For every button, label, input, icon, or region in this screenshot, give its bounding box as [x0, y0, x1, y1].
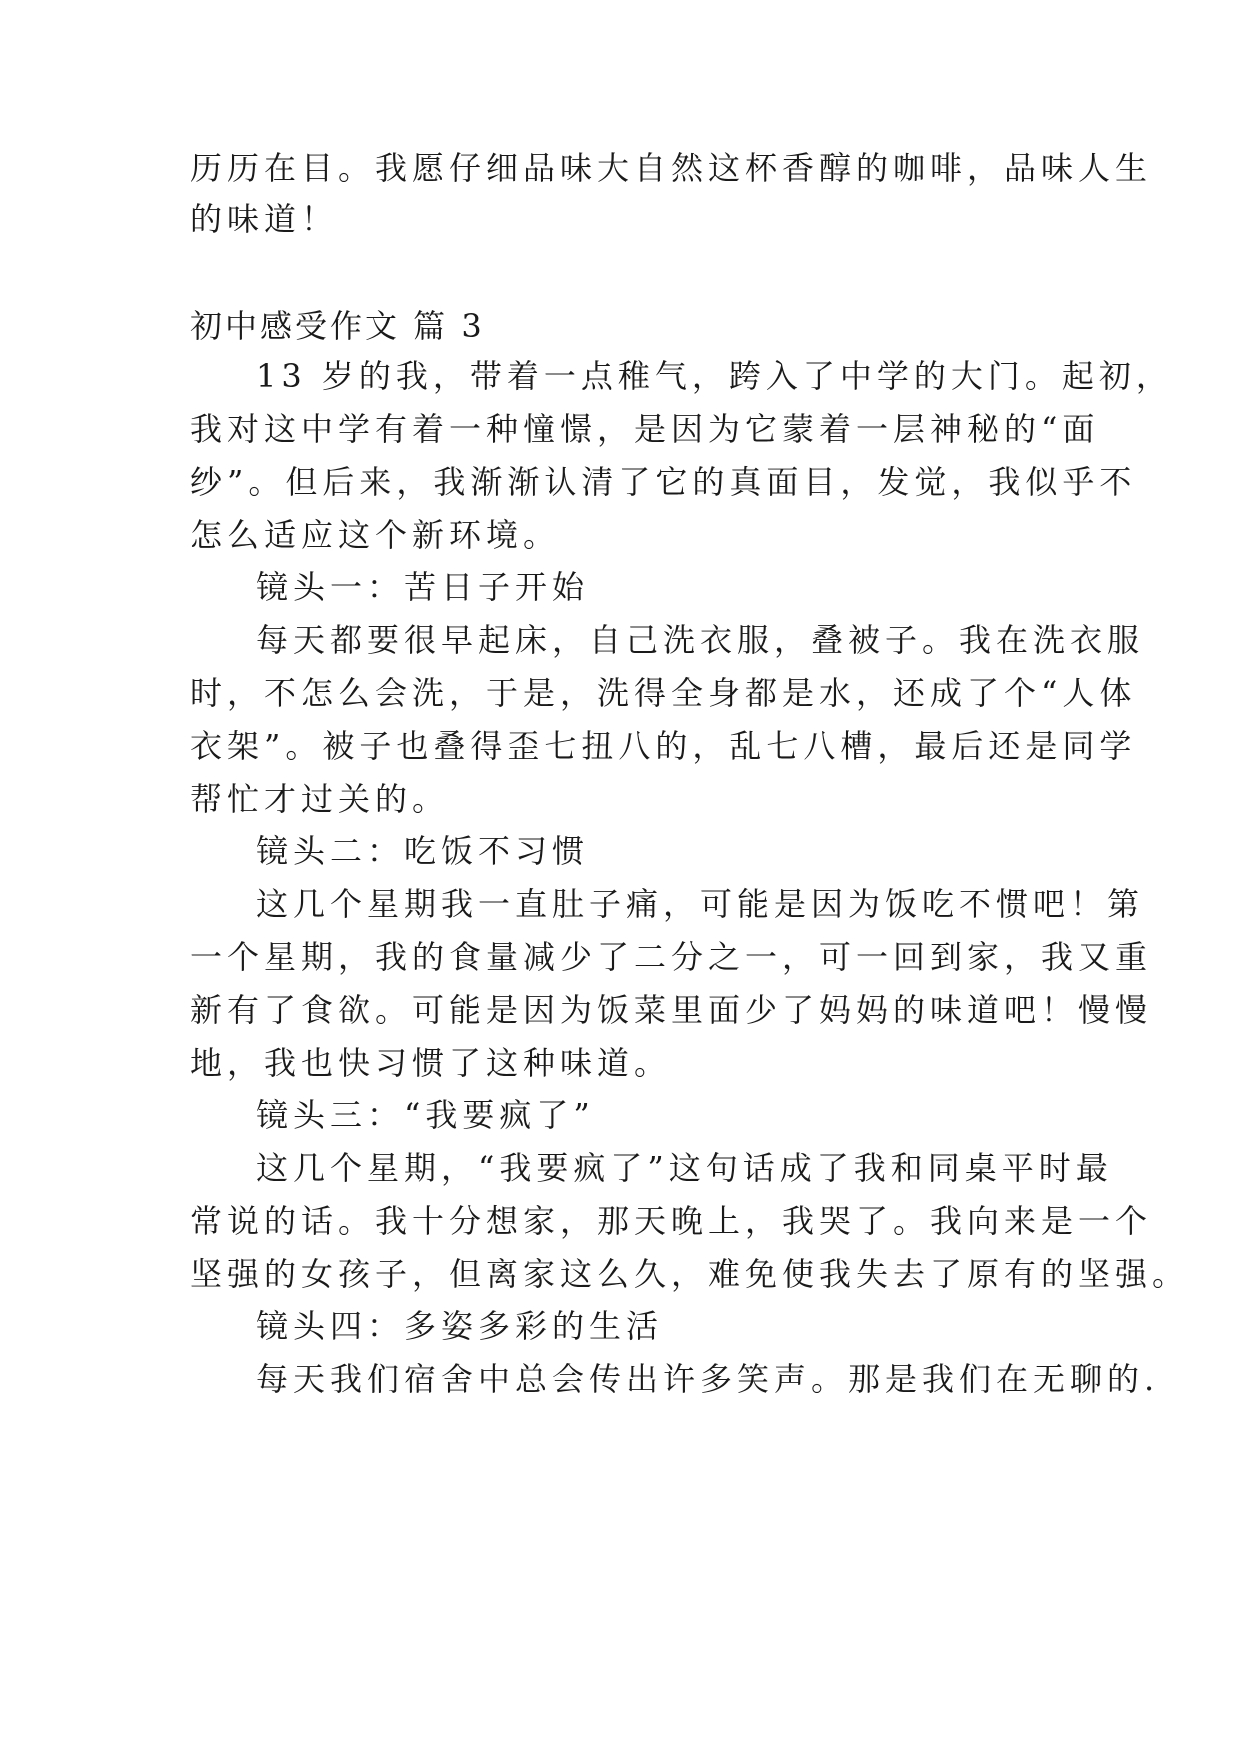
text-line: 帮忙才过关的。 [190, 780, 450, 818]
text-line: 衣架”。被子也叠得歪七扭八的，乱七八槽，最后还是同学 [190, 727, 1137, 765]
section-title: 初中感受作文 篇 3 [190, 307, 485, 345]
text-line: 这几个星期，“我要疯了”这句话成了我和同桌平时最 [256, 1149, 1113, 1187]
text-line: 我对这中学有着一种憧憬，是因为它蒙着一层神秘的“面 [190, 410, 1100, 448]
text-line: 新有了食欲。可能是因为饭菜里面少了妈妈的味道吧！慢慢 [190, 991, 1153, 1029]
text-line: 每天都要很早起床，自己洗衣服，叠被子。我在洗衣服 [256, 621, 1145, 659]
text-line: 的味道！ [190, 200, 339, 238]
text-line: 每天我们宿舍中总会传出许多笑声。那是我们在无聊的. [256, 1360, 1160, 1398]
text-line: 这几个星期我一直肚子痛，可能是因为饭吃不惯吧！第 [256, 885, 1145, 923]
scene-title: 镜头一：苦日子开始 [256, 568, 590, 606]
text-line: 13 岁的我，带着一点稚气，跨入了中学的大门。起初， [256, 357, 1173, 395]
scene-title: 镜头三：“我要疯了” [256, 1096, 595, 1134]
text-line: 纱”。但后来，我渐渐认清了它的真面目，发觉，我似乎不 [190, 463, 1137, 501]
scene-title: 镜头四：多姿多彩的生活 [256, 1307, 664, 1345]
text-line: 怎么适应这个新环境。 [190, 516, 561, 554]
scene-title: 镜头二：吃饭不习惯 [256, 832, 590, 870]
text-line: 地，我也快习惯了这种味道。 [190, 1044, 672, 1082]
text-line: 坚强的女孩子，但离家这么久，难免使我失去了原有的坚强。 [190, 1255, 1190, 1293]
text-line: 一个星期，我的食量减少了二分之一，可一回到家，我又重 [190, 938, 1153, 976]
text-line: 时，不怎么会洗，于是，洗得全身都是水，还成了个“人体 [190, 674, 1137, 712]
text-line: 常说的话。我十分想家，那天晚上，我哭了。我向来是一个 [190, 1202, 1153, 1240]
text-line: 历历在目。我愿仔细品味大自然这杯香醇的咖啡，品味人生 [190, 149, 1153, 187]
